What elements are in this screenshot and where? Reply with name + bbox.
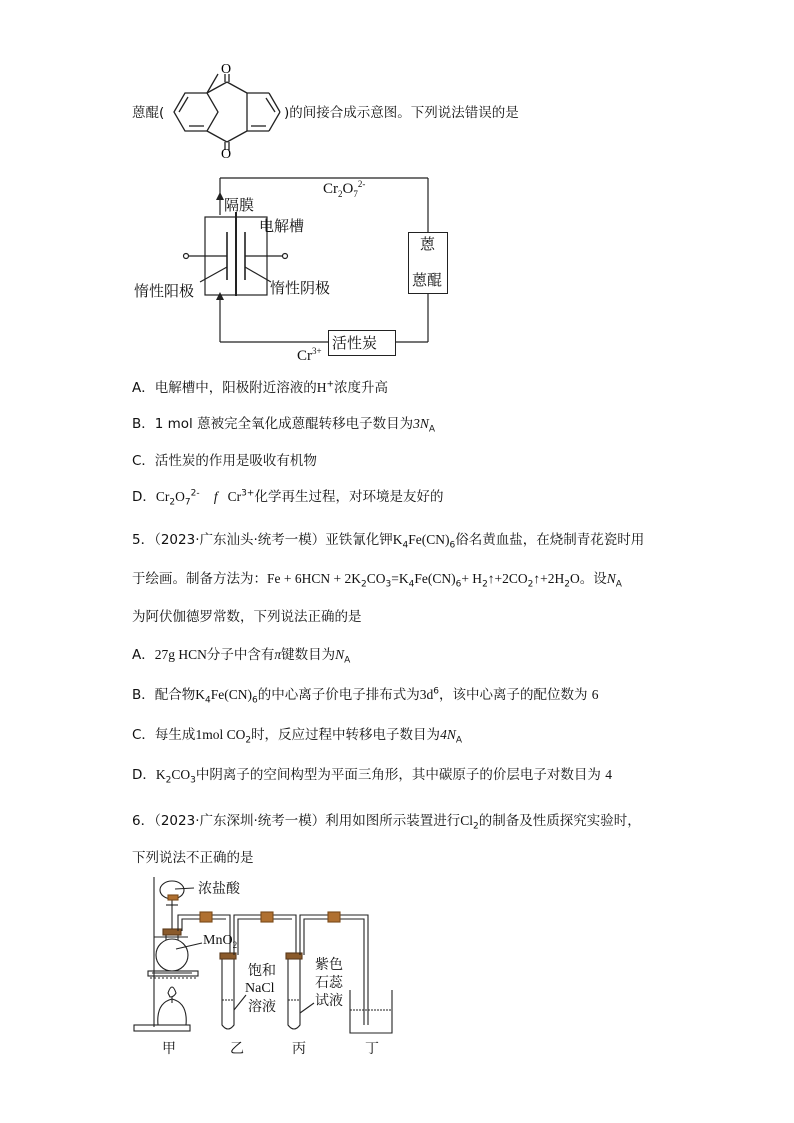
q5-option-c: C．每生成1mol $CO_2$时，反应过程中转移电子数目为$4N_A$ [132, 727, 462, 746]
label-yi: 乙 [230, 1041, 244, 1057]
q4-stem [132, 103, 164, 123]
q5-line3: 为阿伏伽德罗常数，下列说法正确的是 [132, 609, 362, 625]
q6-line1: 6．（2023·广东深圳·统考一模）利用如图所示装置进行$Cl_2$的制备及性质探究实验时， [132, 813, 641, 832]
q5-line1: 5．（2023·广东汕头·统考一模）亚铁氰化钾$K_4Fe(CN)_6$俗名黄血盐，在烧制青花瓷时用 [132, 532, 645, 551]
nacl-label-2: NaCl [245, 981, 275, 996]
label-jia: 甲 [162, 1041, 176, 1057]
membrane-label: 隔膜 [224, 196, 255, 214]
cr2o7-label: $Cr_2O_7^{2-}$ [323, 179, 366, 199]
q4-stem-pre: 蒽醌( [132, 105, 165, 121]
anthracene-box [408, 232, 448, 294]
mol-o-top: O [221, 62, 232, 77]
cathode-label: 惰性阴极 [270, 279, 331, 297]
nacl-label-1: 饱和 [248, 963, 276, 979]
q6-line2: 下列说法不正确的是 [132, 850, 254, 866]
cell-label: 电解槽 [259, 217, 305, 235]
litmus-label-1: 紫色 [315, 957, 343, 973]
litmus-label-2: 石蕊 [315, 975, 343, 991]
q4-option-a: A．电解槽中，阳极附近溶液的H+浓度升高 [132, 379, 389, 396]
q4-option-b: B．1 mol 蒽被完全氧化成蒽醌转移电子数目为$3N_A$ [132, 416, 436, 435]
anode-label: 惰性阳极 [134, 282, 195, 300]
anthracene-label: 蒽 [420, 235, 436, 253]
carbon-box [328, 330, 396, 356]
q5-option-d: D．$K_2CO_3$中阴离子的空间构型为平面三角形，其中碳原子的价层电子对数目为 4 [132, 767, 612, 786]
mno2-label: MnO$_2$ [203, 933, 238, 950]
litmus-label-3: 试液 [315, 993, 343, 1009]
label-ding: 丁 [365, 1041, 379, 1057]
q5-line2: 于绘画。制备方法为：$Fe + 6HCN + 2K_2CO_3=K_4Fe(CN)_6+$ $H_2↑+2CO_2↑+2H_2O$。设$N_A$ [132, 571, 622, 590]
cr3-label: $Cr^{3+}$ [297, 346, 322, 364]
q4-option-c: C．活性炭的作用是吸收有机物 [132, 453, 317, 469]
q4-stem-post: )的间接合成示意图。下列说法错误的是 [284, 105, 519, 121]
anthraquinone-label: 蒽醌 [412, 271, 443, 289]
mol-o-bottom: O [221, 147, 232, 160]
q4-option-d: D．$Cr_2O_7^{2-}$ f $Cr^{3+}$化学再生过程，对环境是友好的 [132, 488, 444, 508]
label-bing: 丙 [292, 1041, 306, 1057]
carbon-label: 活性炭 [332, 334, 378, 352]
anthraquinone-structure [170, 60, 284, 160]
q5-option-b: B．配合物$K_4Fe(CN)_6$的中心离子价电子排布式为$3d^6$，该中心离子的配位数为 6 [132, 686, 599, 706]
q5-option-a: A．27g HCN分子中含有π键数目为$N_A$ [132, 647, 351, 666]
hcl-label: 浓盐酸 [198, 881, 240, 897]
nacl-label-3: 溶液 [248, 999, 276, 1015]
